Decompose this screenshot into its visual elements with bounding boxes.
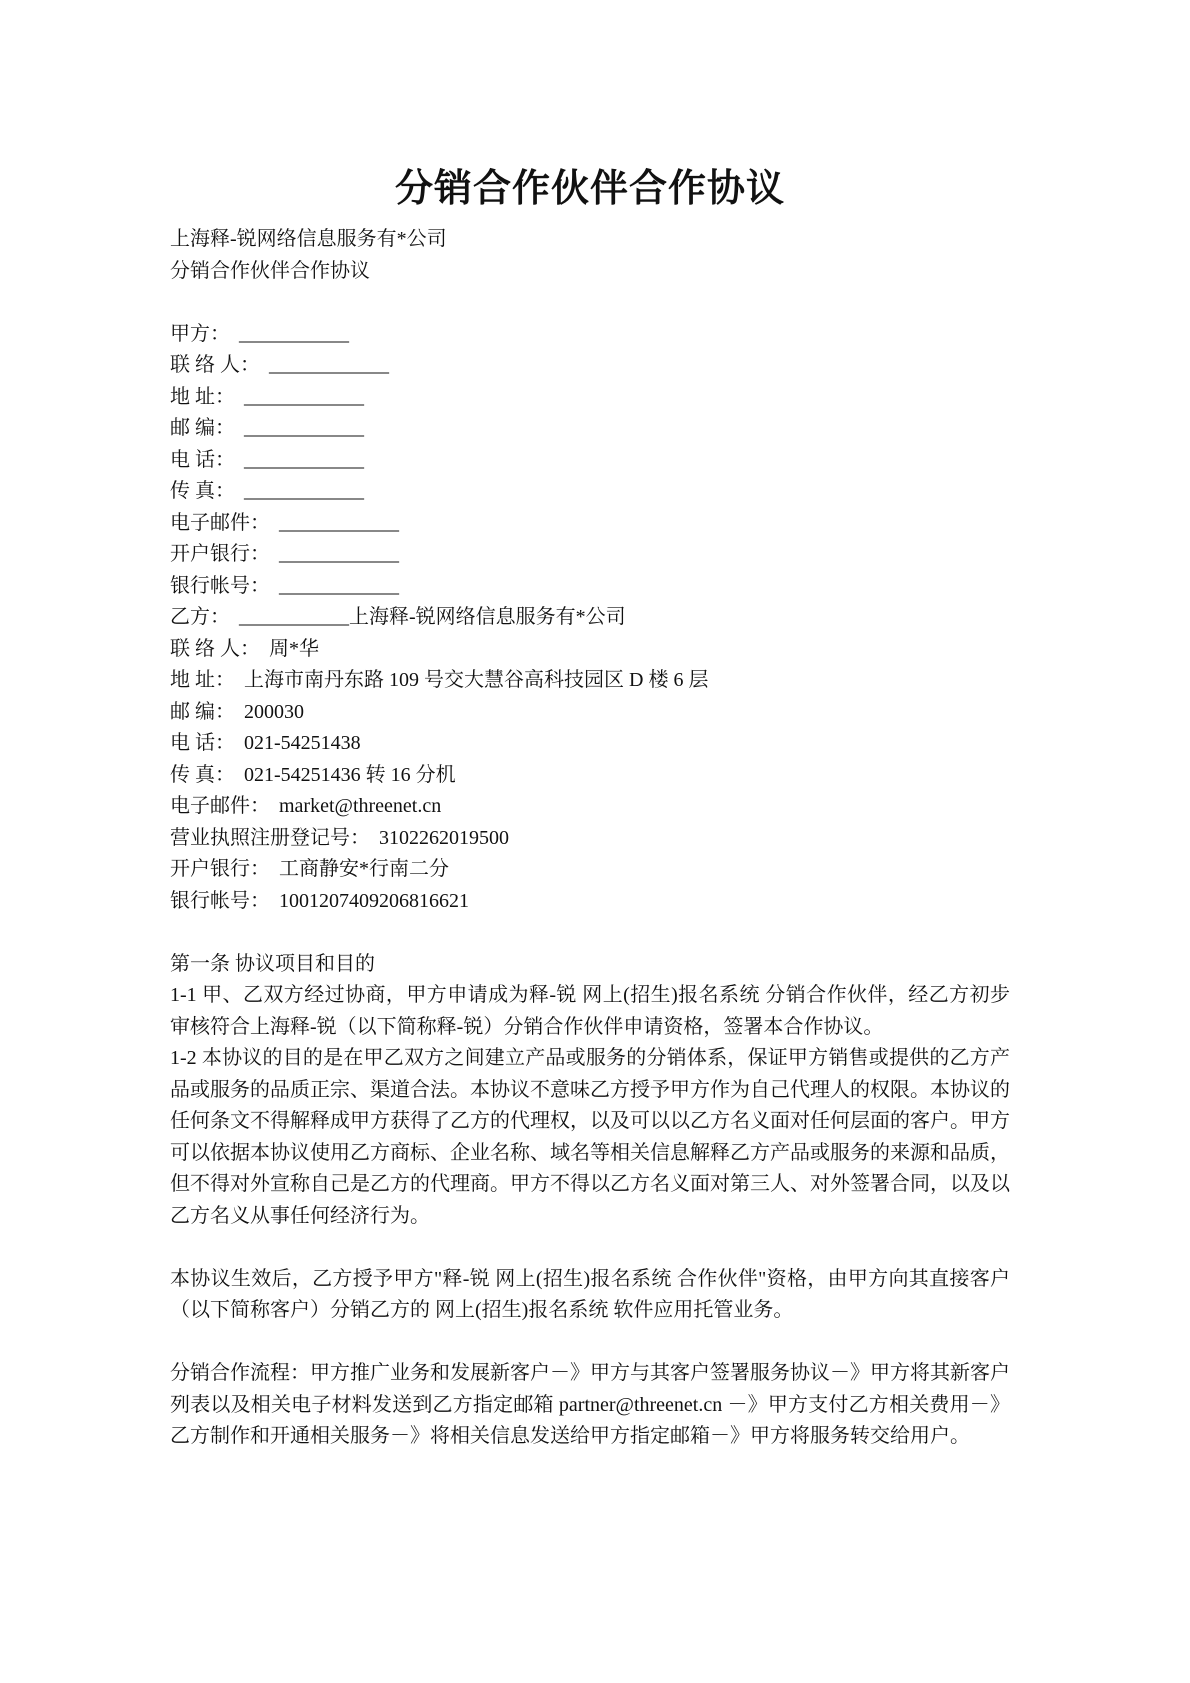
field-blank: ____________: [269, 354, 389, 376]
field-label: 联 络 人：: [170, 637, 260, 660]
field-row: [170, 760, 1010, 792]
field-row: [170, 476, 1010, 508]
field-label: 传 真：: [170, 763, 235, 786]
field-row: [170, 382, 1010, 414]
field-label: 银行帐号：: [170, 574, 270, 597]
field-label: 电子邮件：: [170, 795, 270, 817]
field-blank: ____________: [279, 511, 399, 534]
field-label: 地 址：: [170, 385, 235, 408]
field-value: 021-54251438: [244, 732, 361, 754]
field-row: [170, 539, 1010, 571]
field-blank: ___________: [239, 322, 349, 345]
field-row: [170, 602, 1010, 634]
field-blank: ____________: [279, 574, 399, 597]
document-content: [170, 0, 1010, 1453]
field-blank: ____________: [244, 448, 364, 471]
field-label: 地 址：: [170, 669, 235, 691]
field-value: 上海市南丹东路 109 号交大慧谷高科技园区 D 楼 6 层: [244, 669, 709, 691]
field-row: [170, 665, 1010, 697]
process-paragraph: 分销合作流程：甲方推广业务和发展新客户－》甲方与其客户签署服务协议－》甲方将其新客户列表以及相关电子材料发送到乙方指定邮箱 partner@threenet.cn －》甲方支付乙方相关费用－》乙方制作和开通相关服务－》将相关信息发送给甲方指定邮箱－》甲方将服务转交给用户。: [170, 1362, 1010, 1447]
field-value: 周*华: [269, 637, 319, 660]
field-label: 电 话：: [170, 448, 235, 471]
field-label: 电 话：: [170, 732, 235, 754]
field-value: ___________上海释-锐网络信息服务有*公司: [239, 606, 626, 628]
field-label: 开户银行：: [170, 543, 270, 565]
field-row: [170, 886, 1010, 918]
grant-paragraph: 本协议生效后，乙方授予甲方"释-锐 网上(招生)报名系统 合作伙伴"资格，由甲方向其直接客户（以下简称客户）分销乙方的 网上(招生)报名系统 软件应用托管业务。: [170, 1267, 1010, 1321]
field-label: 传 真：: [170, 480, 235, 502]
field-label: 邮 编：: [170, 417, 235, 439]
field-row: [170, 791, 1010, 823]
field-label: 甲方：: [170, 322, 230, 345]
field-label: 开户银行：: [170, 858, 270, 880]
field-row: [170, 571, 1010, 603]
field-row: [170, 697, 1010, 729]
field-blank: ____________: [279, 543, 399, 565]
field-label: 联 络 人：: [170, 354, 260, 376]
field-label: 银行帐号：: [170, 889, 270, 912]
field-blank: ____________: [244, 480, 364, 502]
field-row: [170, 319, 1010, 351]
clause-1-2-paragraph: 1-2 本协议的目的是在甲乙双方之间建立产品或服务的分销体系，保证甲方销售或提供的乙方产品或服务的品质正宗、渠道合法。本协议不意味乙方授予甲方作为自己代理人的权限。本协议的任何条文不得解释成甲方获得了乙方的代理权，以及可以以乙方名义面对任何层面的客户。甲方可以依据本协议使用乙方商标、企业名称、域名等相关信息解释乙方产品或服务的来源和品质，但不得对外宣称自己是乙方的代理商。甲方不得以乙方名义面对第三人、对外签署合同，以及以乙方名义从事任何经济行为。: [170, 1047, 1010, 1227]
field-label: 营业执照注册登记号：: [170, 826, 370, 849]
field-row: [170, 508, 1010, 540]
field-label: 乙方：: [170, 606, 230, 628]
section-heading: 第一条 协议项目和目的: [170, 952, 375, 975]
field-row: [170, 823, 1010, 855]
clause-1-1-paragraph: 1-1 甲、乙双方经过协商，甲方申请成为释-锐 网上(招生)报名系统 分销合作伙伴，经乙方初步审核符合上海释-锐（以下简称释-锐）分销合作伙伴申请资格，签署本合作协议。: [170, 984, 1010, 1038]
field-value: 1001207409206816621: [279, 889, 469, 912]
party-a-block: [170, 319, 1010, 603]
header-company-line: 上海释-锐网络信息服务有*公司: [170, 228, 447, 250]
field-value: 021-54251436 转 16 分机: [244, 763, 456, 786]
field-label: 电子邮件：: [170, 511, 270, 534]
field-row: [170, 634, 1010, 666]
field-value: 3102262019500: [379, 826, 509, 849]
field-row: [170, 854, 1010, 886]
field-label: 邮 编：: [170, 700, 235, 723]
field-value: 工商静安*行南二分: [279, 858, 449, 880]
document-title: 分销合作伙伴合作协议: [394, 168, 785, 210]
party-b-block: [170, 602, 1010, 917]
field-row: [170, 413, 1010, 445]
field-blank: ____________: [244, 385, 364, 408]
field-value: 200030: [244, 700, 304, 723]
field-blank: ____________: [244, 417, 364, 439]
field-row: [170, 728, 1010, 760]
field-value: market@threenet.cn: [279, 795, 442, 817]
field-row: [170, 350, 1010, 382]
field-row: [170, 445, 1010, 477]
header-subtitle-line: 分销合作伙伴合作协议: [170, 259, 370, 282]
